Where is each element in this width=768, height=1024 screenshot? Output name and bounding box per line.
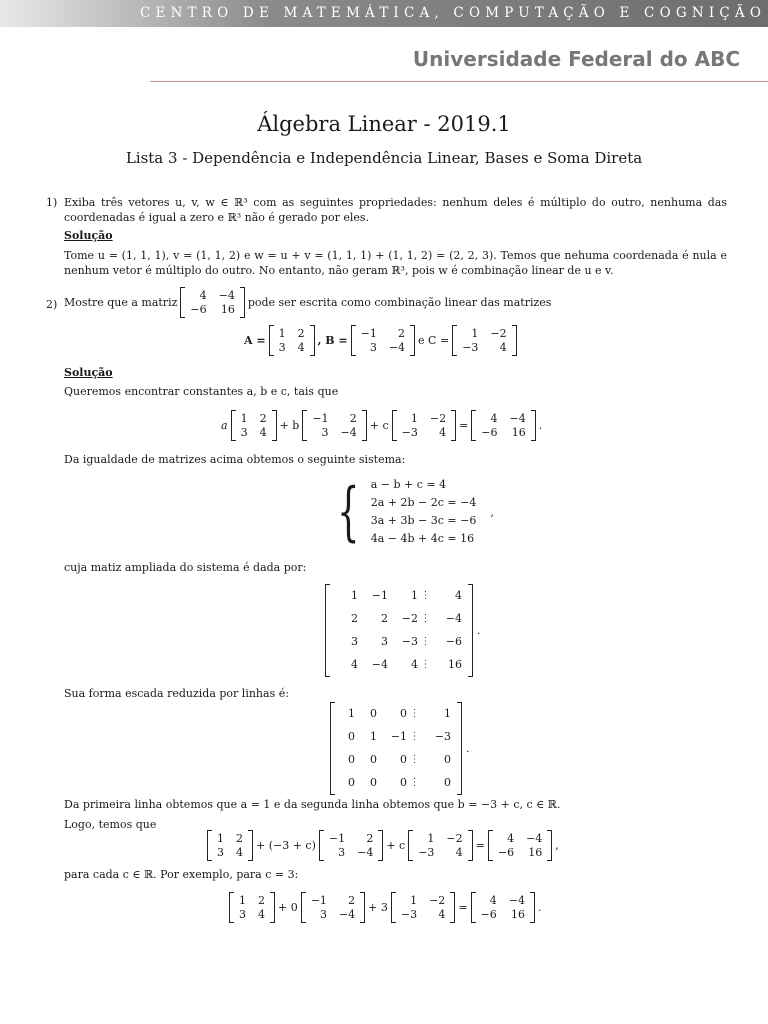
system-brace: { bbox=[337, 475, 360, 549]
q2-step3: cuja matiz ampliada do sistema é dada por: bbox=[64, 561, 307, 574]
q2-post: pode ser escrita como combinação linear das matrizes bbox=[247, 296, 552, 309]
eq3-matrix-b: −1 2 3 −4 bbox=[301, 892, 365, 923]
label-b: , B = bbox=[317, 334, 348, 347]
eq1-matrix-target: 4 −4 −6 16 bbox=[471, 410, 535, 441]
q2-step2: Da igualdade de matrizes acima obtemos o seguinte sistema: bbox=[64, 453, 406, 466]
label-c: e C = bbox=[418, 334, 450, 347]
eq3-matrix-c: 1 −2 −3 4 bbox=[391, 892, 455, 923]
augmented-matrix: 1 −1 1 ⋮ 4 2 2 −2 ⋮ −4 3 3 −3 ⋮ −6 4 −4 4 ⋮ 16 . bbox=[325, 584, 481, 677]
eq1-matrix-c: 1 −2 −3 4 bbox=[392, 410, 456, 441]
matrix-a: 1 2 3 4 bbox=[269, 325, 315, 356]
eq2-matrix-b: −1 2 3 −4 bbox=[319, 830, 383, 861]
document-title: Álgebra Linear - 2019.1 bbox=[257, 112, 511, 136]
header-banner bbox=[0, 0, 768, 27]
q2-statement bbox=[64, 287, 551, 318]
label-a: A = bbox=[244, 334, 266, 347]
matrix-b: −1 2 3 −4 bbox=[351, 325, 415, 356]
q2-pre: Mostre que a matriz bbox=[64, 296, 178, 309]
eq2-matrix-c: 1 −2 −3 4 bbox=[408, 830, 472, 861]
q2-matrices-abc bbox=[244, 325, 520, 356]
q1-solution-label: Solução bbox=[64, 229, 113, 242]
equation-3: 1 2 3 4 + 0 −1 2 3 −4 + 3 1 −2 −3 4 = 4 −4 −6 16 . bbox=[226, 892, 541, 923]
banner-text: CENTRO DE MATEMÁTICA, COMPUTAÇÃO E COGNIÇÃO bbox=[140, 5, 767, 21]
equation-1: a 1 2 3 4 + b −1 2 3 −4 + c 1 −2 −3 4 = 4 −4 −6 16 . bbox=[221, 412, 543, 439]
document-subtitle: Lista 3 - Dependência e Independência Linear, Bases e Soma Direta bbox=[125, 149, 643, 167]
eq2-matrix-target: 4 −4 −6 16 bbox=[488, 830, 552, 861]
q2-step7: para cada c ∈ ℝ. Por exemplo, para c = 3: bbox=[64, 868, 299, 881]
equation-2: 1 2 3 4 + (−3 + c) −1 2 3 −4 + c 1 −2 −3 4 = 4 −4 −6 16 , bbox=[204, 830, 559, 861]
q2-number: 2) bbox=[46, 298, 58, 311]
eq3-matrix-target: 4 −4 −6 16 bbox=[471, 892, 535, 923]
header-rule bbox=[150, 81, 768, 82]
q1-number: 1) bbox=[46, 196, 58, 209]
q2-step4: Sua forma escada reduzida por linhas é: bbox=[64, 687, 289, 700]
q1-solution-text: Tome u = (1, 1, 1), v = (1, 1, 2) e w = u + v = (1, 1, 1) + (1, 1, 2) = (2, 2, 3). Temos que nehuma coordenada é nula e nenhum vetor é múltiplo do outro. No entanto, não geram ℝ³, pois w é combinação linear de u e v. bbox=[64, 249, 727, 277]
eq3-matrix-a: 1 2 3 4 bbox=[229, 892, 275, 923]
eq2-matrix-a: 1 2 3 4 bbox=[207, 830, 253, 861]
q2-step6: Logo, temos que bbox=[64, 818, 157, 831]
reduced-matrix: 1 0 0 ⋮ 1 0 1 −1 ⋮ −3 0 0 0 ⋮ 0 0 0 0 ⋮ 0 . bbox=[330, 702, 470, 795]
q2-step5: Da primeira linha obtemos que a = 1 e da segunda linha obtemos que b = −3 + c, c ∈ ℝ. bbox=[64, 798, 561, 811]
matrix-c: 1 −2 −3 4 bbox=[452, 325, 516, 356]
q1-text: Exiba três vetores u, v, w ∈ ℝ³ com as seguintes propriedades: nenhum deles é múltiplo do outro, nenhuma das coordenadas é igual a zero e ℝ³ não é gerado por eles. bbox=[64, 196, 727, 224]
q2-solution-label: Solução bbox=[64, 366, 113, 379]
matrix-target: 4 −4 −6 16 bbox=[180, 287, 244, 318]
linear-system: { a − b + c = 4 2a + 2b − 2c = −4 3a + 3b − 3c = −6 4a − 4b + 4c = 16 , bbox=[337, 475, 494, 549]
q2-step1: Queremos encontrar constantes a, b e c, tais que bbox=[64, 385, 339, 398]
eq1-matrix-b: −1 2 3 −4 bbox=[302, 410, 366, 441]
eq1-matrix-a: 1 2 3 4 bbox=[231, 410, 277, 441]
university-name: Universidade Federal do ABC bbox=[412, 47, 740, 71]
